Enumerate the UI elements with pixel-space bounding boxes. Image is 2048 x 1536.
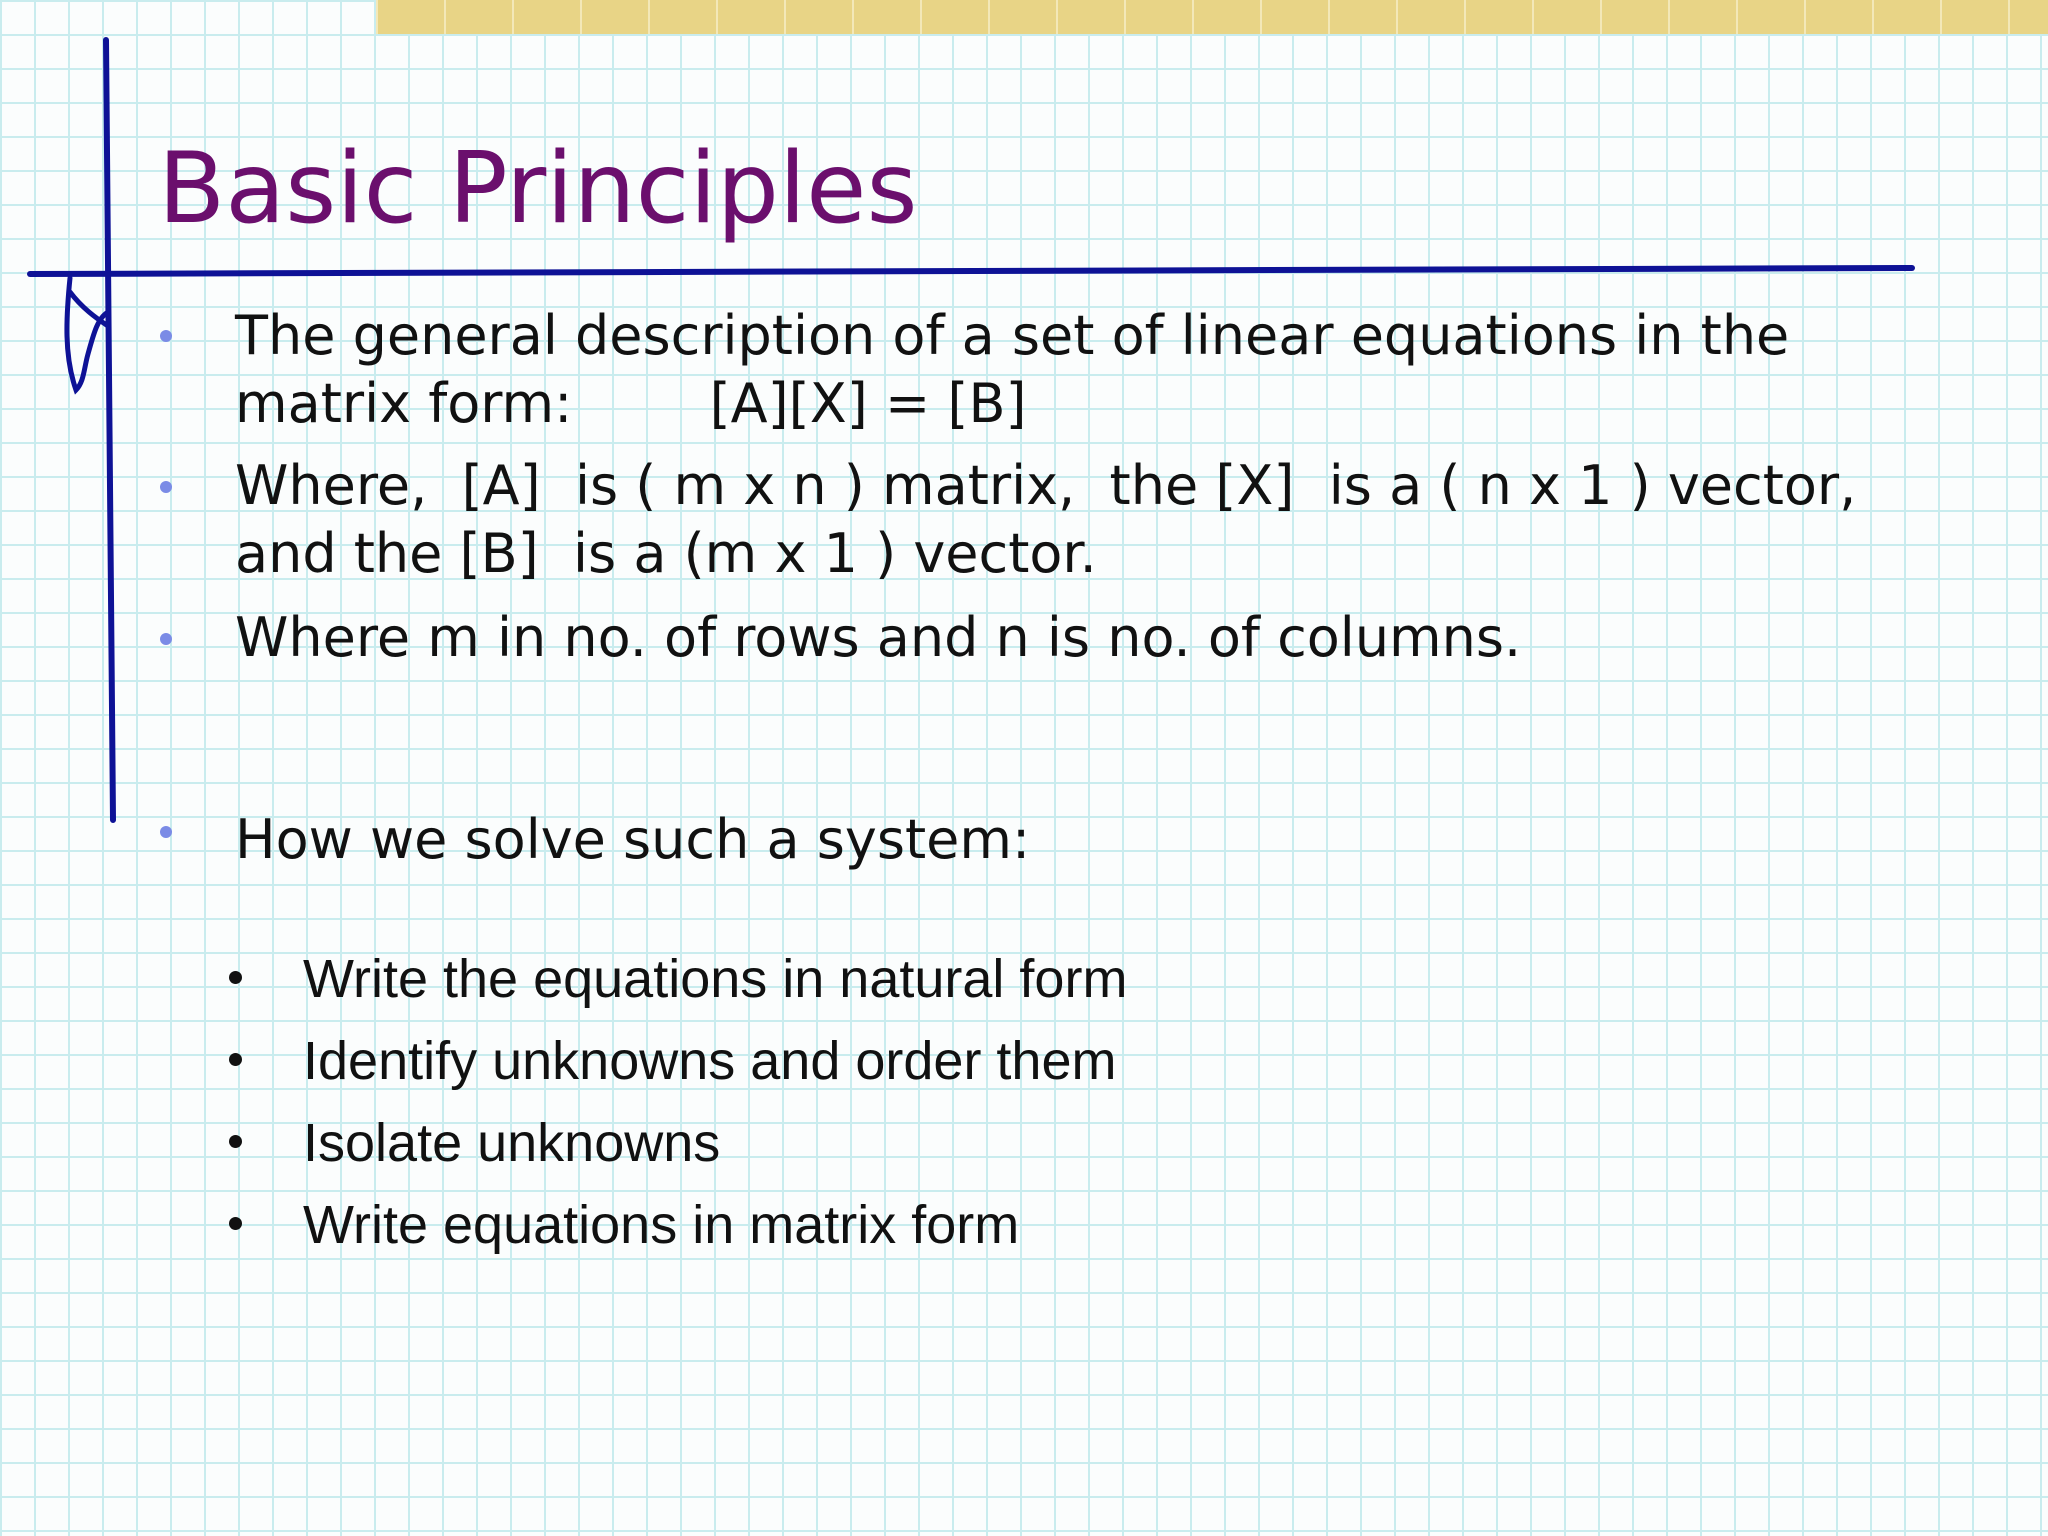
bullet-dot-icon — [160, 826, 172, 838]
sub-bullet-text: Write the equations in natural form — [303, 949, 1128, 1009]
sub-bullet-dot-icon — [229, 971, 242, 984]
bullet-text: How we solve such a system: — [235, 808, 1031, 871]
horizontal-rule-line — [30, 268, 1912, 274]
slide-title: Basic Principles — [158, 132, 918, 246]
bullet-dot-icon — [160, 633, 172, 645]
sub-bullet-text: Identify unknowns and order them — [303, 1031, 1117, 1091]
sub-bullet-dot-icon — [229, 1053, 242, 1066]
sub-bullet-dot-icon — [229, 1217, 242, 1230]
margin-curl-flourish — [67, 278, 108, 390]
sub-bullet-text: Write equations in matrix form — [303, 1195, 1020, 1255]
sub-bullet-text: Isolate unknowns — [303, 1113, 721, 1173]
bullet-dot-icon — [160, 481, 172, 493]
sub-bullet-dot-icon — [229, 1135, 242, 1148]
bullet-text: Where, [A] is ( m x n ) matrix, the [X] is a ( n x 1 ) vector, and the [B] is a (m x 1 ) vector. — [235, 454, 1874, 585]
bullet-text: Where m in no. of rows and n is no. of columns. — [235, 606, 1522, 669]
bullet-text: The general description of a set of linear equations in the matrix form: [A][X] = [B] — [235, 304, 1807, 435]
vertical-margin-line — [106, 40, 113, 820]
bullet-dot-icon — [160, 330, 172, 342]
